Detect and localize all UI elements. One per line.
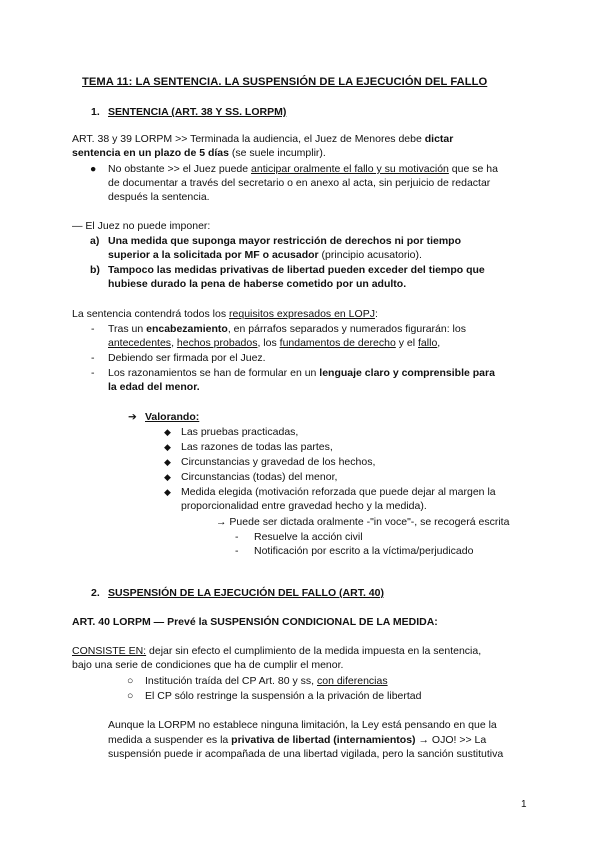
text: Tras un	[108, 323, 147, 335]
diamond-bullet-icon: ◆	[164, 457, 171, 467]
diamond-bullet-icon: ◆	[164, 427, 171, 437]
bullet-line-3: después la sentencia.	[108, 191, 210, 203]
dash-item-1-line1	[108, 322, 466, 337]
text: dejar sin efecto el cumplimiento de la medida impuesta en la sentencia,	[146, 645, 482, 657]
text-bold: encabezamiento	[146, 323, 228, 335]
circle-bullet-icon: ○	[127, 675, 134, 687]
valorando-item-3: Circunstancias y gravedad de los hechos,	[181, 456, 376, 468]
diamond-bullet-icon: ◆	[164, 487, 171, 497]
text-bold: privativa de libertad (internamientos)	[231, 734, 416, 746]
arrow-icon: ➔	[128, 411, 137, 423]
list-item-a-line2	[108, 248, 422, 263]
list-marker-a: a)	[90, 235, 100, 247]
text: ART. 38 y 39 LORPM >> Terminada la audiencia, el Juez de Menores debe	[72, 133, 425, 145]
text: → OJO! >> La	[415, 734, 487, 746]
valorando-item-1: Las pruebas practicadas,	[181, 426, 299, 438]
dash-item-3-line2: la edad del menor.	[108, 381, 200, 393]
list-item-b-line2: hubiese durado la pena de haberse cometido por un adulto.	[108, 278, 407, 290]
text: ,	[171, 337, 177, 349]
dash-marker: -	[235, 531, 239, 543]
text-underlined: CONSISTE EN:	[72, 645, 147, 657]
text: ,	[437, 337, 441, 349]
oral-item-1: Resuelve la acción civil	[254, 531, 363, 543]
valorando-item-5-line1: Medida elegida (motivación reforzada que puede dejar al margen la	[181, 486, 496, 498]
text-bold: sentencia en un plazo de 5 días	[72, 147, 229, 159]
text: La sentencia contendrá todos los	[72, 308, 230, 320]
paragraph-no-puede: — El Juez no puede imponer:	[72, 220, 211, 232]
text: , en párrafos separados y numerados figurarán: los	[227, 323, 466, 335]
dash-item-3-line1	[108, 366, 495, 381]
dash-marker: -	[91, 323, 95, 335]
section-2-number: 2.	[91, 587, 100, 599]
oral-note: → Puede ser dictada oralmente -"in voce"-, se recogerá escrita	[216, 516, 510, 528]
list-item-a-line1: Una medida que suponga mayor restricción de derechos ni por tiempo	[108, 235, 461, 247]
circle-bullet-icon: ○	[127, 690, 134, 702]
text-underlined: requisitos expresados en LOPJ	[229, 308, 375, 320]
page-number: 1	[521, 799, 527, 810]
text: medida a suspender es la	[108, 734, 232, 746]
lorpm-line1: Aunque la LORPM no establece ninguna limitación, la Ley está pensando en que la	[108, 719, 497, 731]
bullet-line-1	[108, 162, 498, 177]
text-bold: lenguaje claro y comprensible para	[319, 367, 495, 379]
consiste-line1	[72, 644, 481, 659]
diamond-bullet-icon: ◆	[164, 472, 171, 482]
dash-marker: -	[235, 545, 239, 557]
text: que se ha	[448, 163, 498, 175]
circle-item-1	[145, 674, 388, 689]
bullet-line-2: de documentar a través del secretario o en anexo al acta, sin perjuicio de redactar	[108, 177, 491, 189]
oral-item-2: Notificación por escrito a la víctima/perjudicado	[254, 545, 474, 557]
bullet-icon: ●	[90, 163, 97, 175]
consiste-line2: bajo una serie de condiciones que ha de cumplir el menor.	[72, 659, 344, 671]
list-item-b-line1: Tampoco las medidas privativas de libertad pueden exceder del tiempo que	[108, 264, 485, 276]
art40-heading: ART. 40 LORPM — Prevé la SUSPENSIÓN CONDICIONAL DE LA MEDIDA:	[72, 616, 438, 628]
text: y el	[395, 337, 419, 349]
dash-marker: -	[91, 352, 95, 364]
circle-item-2: El CP sólo restringe la suspensión a la privación de libertad	[145, 690, 422, 702]
lorpm-line2	[108, 733, 486, 748]
section-1-number: 1.	[91, 106, 100, 118]
text: (se suele incumplir).	[228, 147, 326, 159]
paragraph-art38-line2	[72, 146, 326, 161]
text: Institución traída del CP Art. 80 y ss,	[145, 675, 317, 687]
list-marker-b: b)	[90, 264, 100, 276]
dash-item-1-line2	[108, 336, 440, 351]
text-bold: superior a la solicitada por MF o acusador	[108, 249, 319, 261]
text: Los razonamientos se han de formular en un	[108, 367, 320, 379]
text: :	[374, 308, 378, 320]
text-underlined: con diferencias	[316, 675, 388, 687]
text-underlined: antecedentes	[108, 337, 172, 349]
page-title: TEMA 11: LA SENTENCIA. LA SUSPENSIÓN DE LA EJECUCIÓN DEL FALLO	[82, 76, 488, 88]
text-underlined: anticipar oralmente el fallo y su motivación	[251, 163, 449, 175]
dash-item-2: Debiendo ser firmada por el Juez.	[108, 352, 266, 364]
lorpm-line3: suspensión puede ir acompañada de una libertad vigilada, pero la sanción sustitutiva	[108, 748, 504, 760]
text-underlined: fundamentos de derecho	[279, 337, 396, 349]
section-2-heading: SUSPENSIÓN DE LA EJECUCIÓN DEL FALLO (ART. 40)	[108, 587, 384, 599]
valorando-item-5-line2: proporcionalidad entre gravedad hecho y la medida).	[181, 500, 427, 512]
section-1-heading: SENTENCIA (ART. 38 Y SS. LORPM)	[108, 106, 287, 118]
diamond-bullet-icon: ◆	[164, 442, 171, 452]
paragraph-requisitos	[72, 307, 378, 322]
paragraph-art38	[72, 132, 453, 147]
text: No obstante >> el Juez puede	[108, 163, 252, 175]
valorando-heading: Valorando:	[145, 411, 200, 423]
text: , los	[257, 337, 280, 349]
text: (principio acusatorio).	[318, 249, 422, 261]
valorando-item-2: Las razones de todas las partes,	[181, 441, 333, 453]
dash-marker: -	[91, 367, 95, 379]
text-underlined: hechos probados	[176, 337, 258, 349]
text-underlined: fallo	[418, 337, 438, 349]
text-bold: dictar	[424, 133, 454, 145]
valorando-item-4: Circunstancias (todas) del menor,	[181, 471, 338, 483]
